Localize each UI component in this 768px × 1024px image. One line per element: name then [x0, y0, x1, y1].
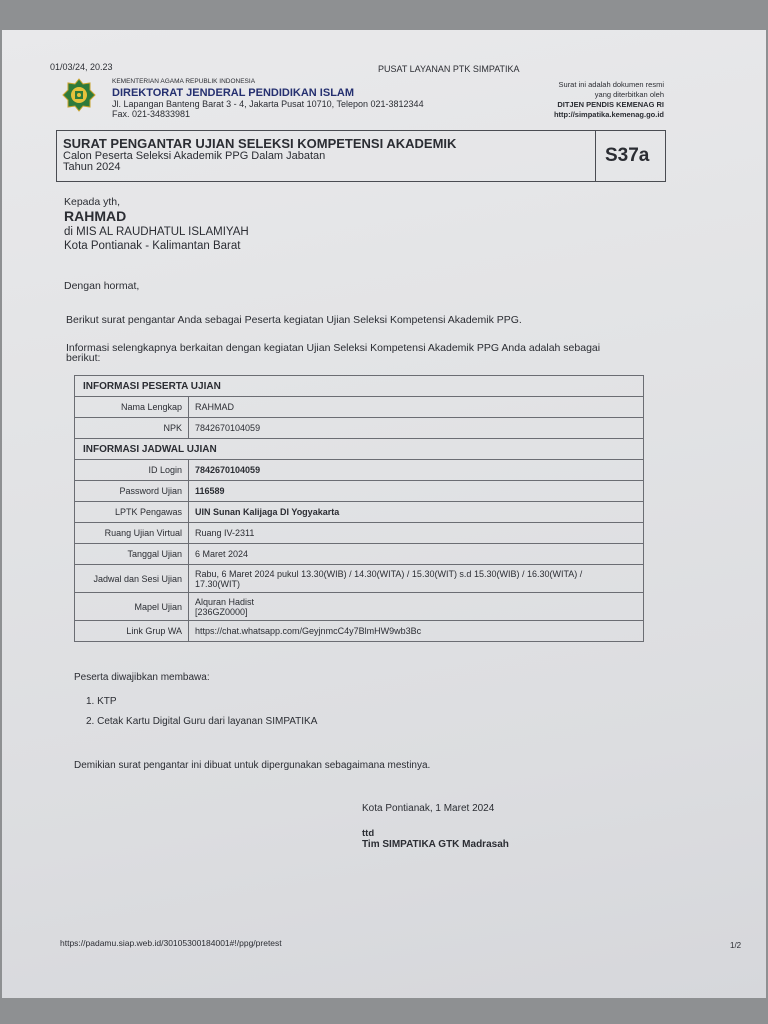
info-paragraph-line1: Informasi selengkapnya berkaitan dengan kegiatan Ujian Seleksi Kompetensi Akademik PPG Anda adalah sebagai — [66, 342, 601, 354]
password-value: 116589 — [189, 481, 644, 502]
table-section-header — [75, 439, 644, 460]
recipient-school: di MIS AL RAUDHATUL ISLAMIYAH — [64, 226, 249, 238]
ministry-name: KEMENTERIAN AGAMA REPUBLIK INDONESIA — [112, 78, 256, 85]
table-row — [75, 593, 644, 621]
intro-paragraph: Berikut surat pengantar Anda sebagai Peserta kegiatan Ujian Seleksi Kompetensi Akademik PPG. — [66, 314, 522, 326]
exam-info-table — [74, 375, 644, 642]
schedule-value-line2: 17.30(WIT) — [195, 578, 241, 589]
table-row — [75, 621, 644, 642]
login-id-value: 7842670104059 — [189, 460, 644, 481]
schedule-label: Jadwal dan Sesi Ujian — [75, 565, 189, 593]
login-id-label: ID Login — [75, 460, 189, 481]
recipient-greeting: Kepada yth, — [64, 196, 121, 208]
directorate-name: DIREKTORAT JENDERAL PENDIDIKAN ISLAM — [112, 87, 355, 99]
letter-year: Tahun 2024 — [63, 161, 121, 173]
schedule-value-line1: Rabu, 6 Maret 2024 pukul 13.30(WIB) / 14.30(WITA) / 15.30(WIT) s.d 15.30(WIB) / 16.30(WITA) / — [195, 568, 583, 579]
table-row — [75, 418, 644, 439]
official-note-url: http://simpatika.kemenag.go.id — [553, 110, 664, 119]
fax-number: Fax. 021-34833981 — [112, 109, 191, 119]
salutation: Dengan hormat, — [64, 280, 140, 292]
table-row — [75, 523, 644, 544]
full-name-label: Nama Lengkap — [75, 397, 189, 418]
header-center-title: PUSAT LAYANAN PTK SIMPATIKA — [378, 64, 520, 74]
npk-label: NPK — [75, 418, 189, 439]
print-timestamp: 01/03/24, 20.23 — [50, 62, 113, 72]
address: Jl. Lapangan Banteng Barat 3 - 4, Jakarta Pusat 10710, Telepon 021-3812344 — [112, 99, 424, 109]
recipient-city: Kota Pontianak - Kalimantan Barat — [64, 240, 241, 252]
title-divider — [595, 131, 596, 181]
section-schedule-info: INFORMASI JADWAL UJIAN — [75, 439, 644, 460]
letter-subtitle: Calon Peserta Seleksi Akademik PPG Dalam Jabatan — [63, 150, 326, 162]
password-label: Password Ujian — [75, 481, 189, 502]
table-row — [75, 481, 644, 502]
subject-name: Alquran Hadist — [195, 596, 255, 607]
page-number: 1/2 — [730, 941, 742, 950]
info-paragraph-line2: berikut: — [66, 352, 101, 364]
virtual-room-label: Ruang Ujian Virtual — [75, 523, 189, 544]
official-note-line2: yang diterbitkan oleh — [594, 90, 664, 99]
subject-label: Mapel Ujian — [75, 593, 189, 621]
virtual-room-value: Ruang IV-2311 — [189, 523, 644, 544]
official-note-issuer: DITJEN PENDIS KEMENAG RI — [557, 100, 664, 109]
print-url: https://padamu.siap.web.id/30105300184001#!/ppg/pretest — [60, 938, 282, 948]
title-box — [56, 130, 666, 182]
bring-item-card: 2. Cetak Kartu Digital Guru dari layanan SIMPATIKA — [86, 716, 318, 727]
full-name-value: RAHMAD — [189, 397, 644, 418]
table-row — [75, 397, 644, 418]
table-row — [75, 502, 644, 523]
table-row — [75, 565, 644, 593]
bring-item-ktp: 1. KTP — [86, 696, 117, 707]
table-row — [75, 460, 644, 481]
lptk-label: LPTK Pengawas — [75, 502, 189, 523]
schedule-value — [189, 565, 644, 593]
section-participant-info: INFORMASI PESERTA UJIAN — [75, 376, 644, 397]
official-note-line1: Surat ini adalah dokumen resmi — [558, 80, 664, 89]
wa-group-label: Link Grup WA — [75, 621, 189, 642]
signatory-team: Tim SIMPATIKA GTK Madrasah — [362, 839, 509, 850]
subject-code: [236GZ0000] — [195, 606, 248, 617]
closing-paragraph: Demikian surat pengantar ini dibuat untuk dipergunakan sebagaimana mestinya. — [74, 760, 431, 771]
table-section-header — [75, 376, 644, 397]
lptk-value: UIN Sunan Kalijaga DI Yogyakarta — [189, 502, 644, 523]
place-and-date: Kota Pontianak, 1 Maret 2024 — [362, 803, 495, 814]
npk-value: 7842670104059 — [189, 418, 644, 439]
signature-mark: ttd — [362, 828, 375, 839]
letter-title: SURAT PENGANTAR UJIAN SELEKSI KOMPETENSI AKADEMIK — [63, 136, 457, 151]
bring-heading: Peserta diwajibkan membawa: — [74, 672, 210, 683]
exam-date-label: Tanggal Ujian — [75, 544, 189, 565]
subject-value — [189, 593, 644, 621]
exam-date-value: 6 Maret 2024 — [189, 544, 644, 565]
recipient-name: RAHMAD — [64, 208, 127, 224]
document-page — [2, 30, 766, 998]
kemenag-logo-icon — [62, 78, 96, 112]
wa-group-link[interactable]: https://chat.whatsapp.com/GeyjnmcC4y7BlmHW9wb3Bc — [189, 621, 644, 642]
document-code: S37a — [605, 145, 650, 166]
table-row — [75, 544, 644, 565]
